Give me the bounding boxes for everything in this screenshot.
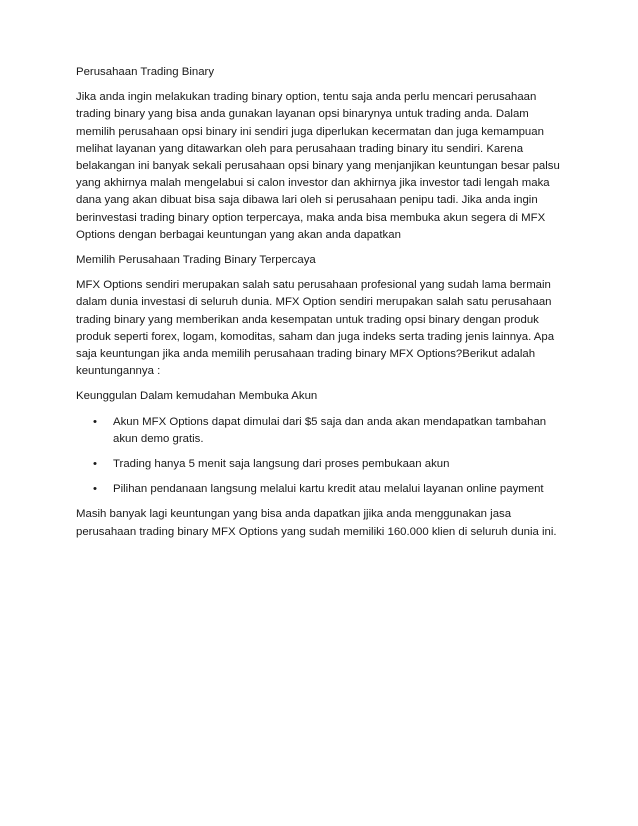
list-item [76,414,564,448]
bullet-icon: • [93,458,97,471]
list-item [76,481,564,498]
section-paragraph-mfx: MFX Options sendiri merupakan salah satu perusahaan profesional yang sudah lama bermain dalam dunia investasi di seluruh dunia. MFX Option sendiri merupakan salah satu perusahaan trading binary yang memberikan anda kesempatan untuk trading opsi binary dengan produk produk seperti forex, logam, komoditas, saham dan juga indeks serta trading jenis lainnya. Apa saja keuntungan jika anda memilih perusahaan trading binary MFX Options?Berikut adalah keuntungannya : [76,279,555,378]
list-item-text: Akun MFX Options dapat dimulai dari $5 saja dan anda akan mendapatkan tambahan akun demo gratis. [113,415,547,445]
document-title: Perusahaan Trading Binary [76,66,215,78]
intro-paragraph: Jika anda ingin melakukan trading binary option, tentu saja anda perlu mencari perusahaan trading binary yang bisa anda gunakan layanan opsi binarynya untuk trading anda. Dalam memilih perusahaan opsi binary ini sendiri juga diperlukan kecermatan dan juga kemampuan melihat layanan yang ditawarkan oleh para perusahaan trading binary itu sendiri. Karena belakangan ini banyak sekali perusahaan opsi binary yang menjanjikan keuntungan besar palsu yang akhirnya malah mengelabui si calon investor dan akhirnya jika investor tadi lengah maka dana yang akan dibuat bisa saja dibawa lari oleh si perusahaan penipu tadi. Jika anda ingin berinvestasi trading binary option terpercaya, maka anda bisa membuka akun segera di MFX Options dengan berbagai keuntungan yang akan anda dapatkan [76,91,560,241]
list-item [76,456,564,473]
list-item-text: Pilihan pendanaan langsung melalui kartu kredit atau melalui layanan online payment [113,483,544,496]
document-page [76,64,564,549]
advantages-list [76,414,564,499]
closing-paragraph: Masih banyak lagi keuntungan yang bisa anda dapatkan jjika anda menggunakan jasa perusahaan trading binary MFX Options yang sudah memiliki 160.000 klien di seluruh dunia ini. [76,508,557,538]
bullet-icon: • [93,415,97,428]
section-heading-terpercaya: Memilih Perusahaan Trading Binary Terpercaya [76,254,316,267]
list-item-text: Trading hanya 5 menit saja langsung dari proses pembukaan akun [113,458,450,471]
section-heading-keunggulan: Keunggulan Dalam kemudahan Membuka Akun [76,390,318,403]
bullet-icon: • [93,483,97,496]
